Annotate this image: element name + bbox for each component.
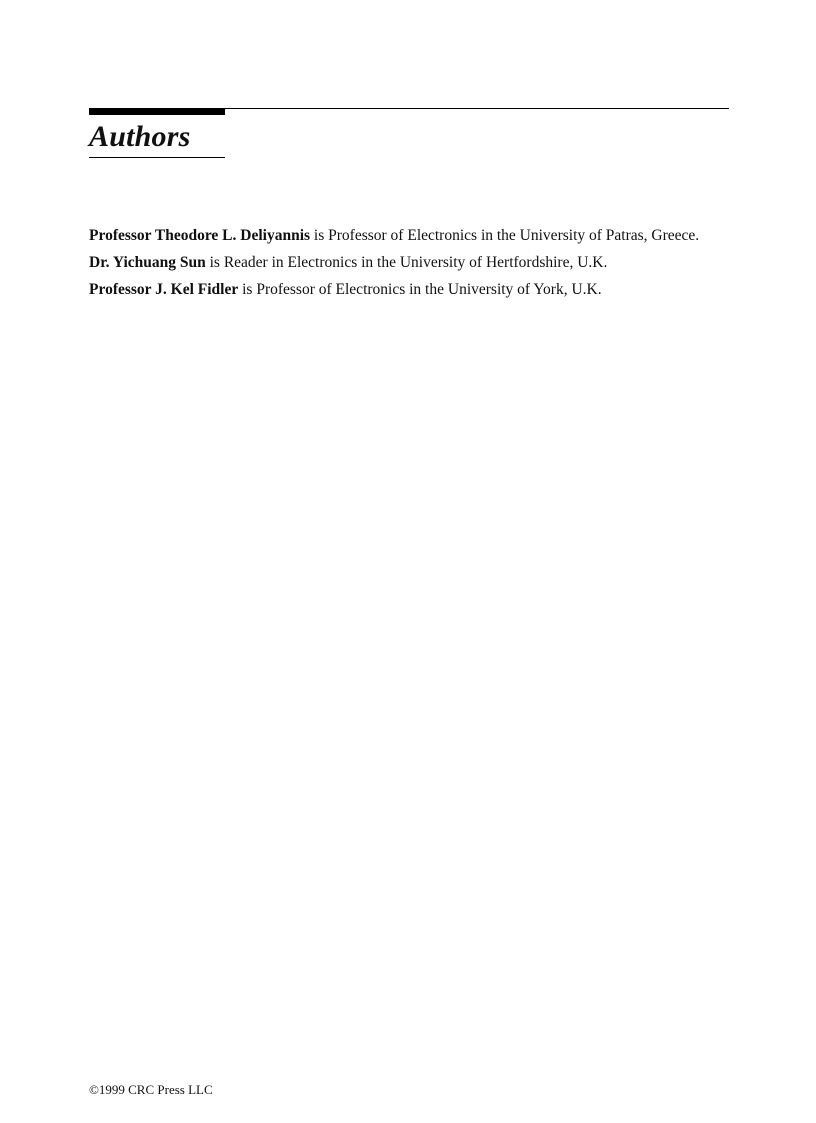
author-description: is Professor of Electronics in the University of Patras, Greece. [310, 227, 700, 244]
copyright-footer: ©1999 CRC Press LLC [89, 1082, 213, 1097]
title-underline [89, 157, 225, 158]
header-rule-accent [89, 108, 225, 115]
author-entry [89, 253, 729, 272]
author-name: Professor Theodore L. Deliyannis [89, 227, 311, 244]
author-entry [89, 226, 729, 245]
author-list [89, 226, 729, 307]
author-name: Professor J. Kel Fidler [89, 281, 239, 298]
page-title: Authors [89, 120, 191, 153]
author-description: is Professor of Electronics in the University of York, U.K. [238, 281, 602, 298]
author-description: is Reader in Electronics in the University of Hertfordshire, U.K. [205, 254, 608, 271]
author-entry [89, 280, 729, 299]
author-name: Dr. Yichuang Sun [89, 254, 206, 271]
